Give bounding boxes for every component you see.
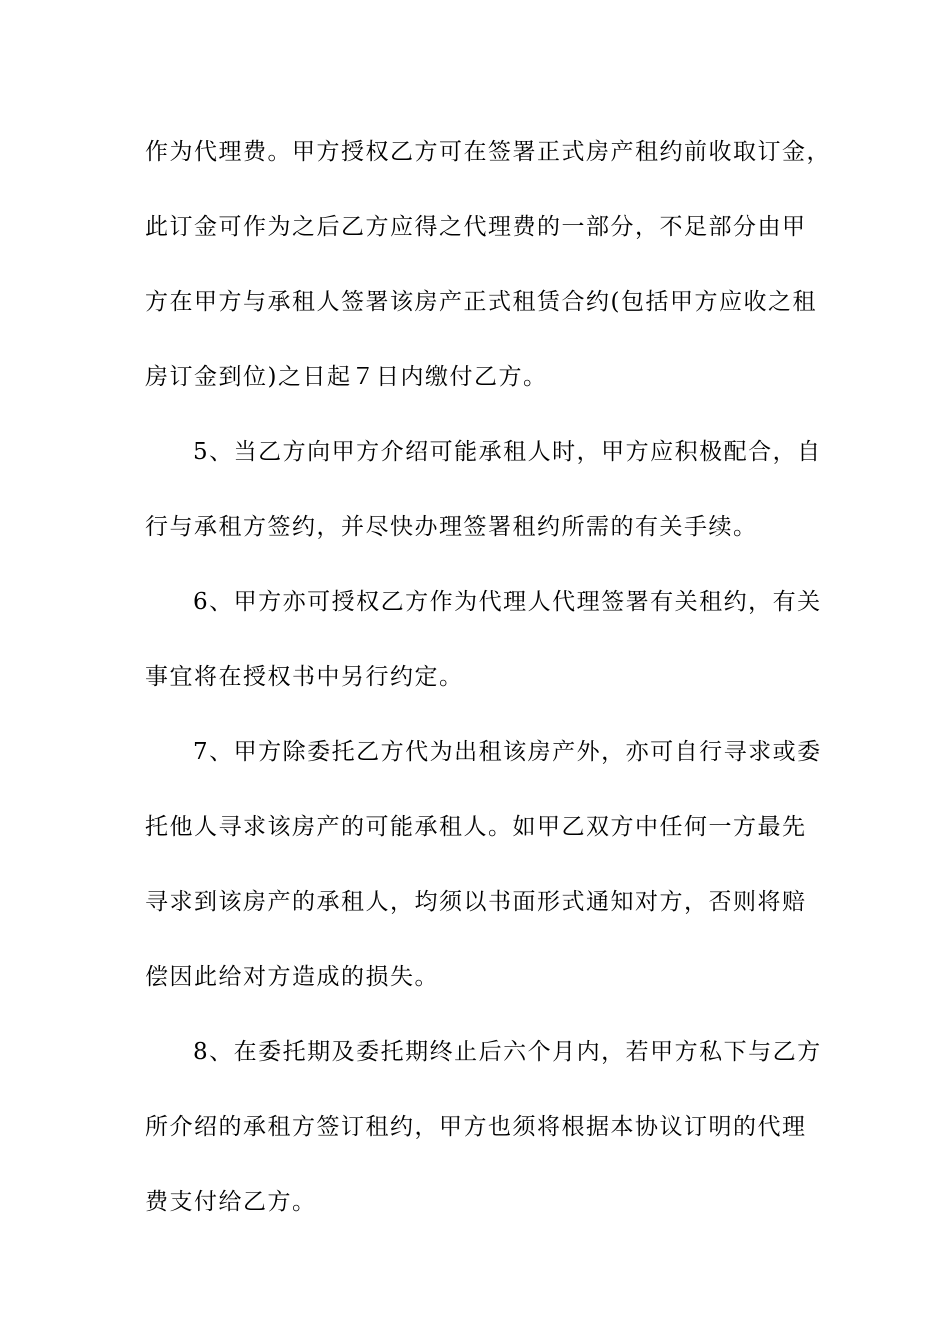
text-line: 方在甲方与承租人签署该房产正式租赁合约(包括甲方应收之租 bbox=[145, 289, 817, 315]
text-line: 所介绍的承租方签订租约，甲方也须将根据本协议订明的代理 bbox=[145, 1114, 807, 1140]
text-line: 房订金到位)之日起７日内缴付乙方。 bbox=[145, 364, 548, 390]
text-line: 寻求到该房产的承租人，均须以书面形式通知对方，否则将赔 bbox=[145, 889, 807, 915]
clause-8-start: 8、在委托期及委托期终止后六个月内，若甲方私下与乙方 bbox=[193, 1039, 822, 1065]
text-line: 行与承租方签约，并尽快办理签署租约所需的有关手续。 bbox=[145, 514, 758, 540]
text-line: 作为代理费。甲方授权乙方可在签署正式房产租约前收取订金， bbox=[145, 139, 831, 165]
clause-7-start: 7、甲方除委托乙方代为出租该房产外，亦可自行寻求或委 bbox=[193, 739, 822, 765]
clause-5-start: 5、当乙方向甲方介绍可能承租人时，甲方应积极配合，自 bbox=[193, 439, 822, 465]
text-line: 此订金可作为之后乙方应得之代理费的一部分，不足部分由甲 bbox=[145, 214, 807, 240]
text-line: 托他人寻求该房产的可能承租人。如甲乙双方中任何一方最先 bbox=[145, 814, 807, 840]
text-line: 费支付给乙方。 bbox=[145, 1189, 317, 1215]
clause-6-start: 6、甲方亦可授权乙方作为代理人代理签署有关租约，有关 bbox=[193, 589, 822, 615]
text-line: 偿因此给对方造成的损失。 bbox=[145, 964, 439, 990]
text-line: 事宜将在授权书中另行约定。 bbox=[145, 664, 464, 690]
document-body bbox=[145, 126, 831, 1251]
